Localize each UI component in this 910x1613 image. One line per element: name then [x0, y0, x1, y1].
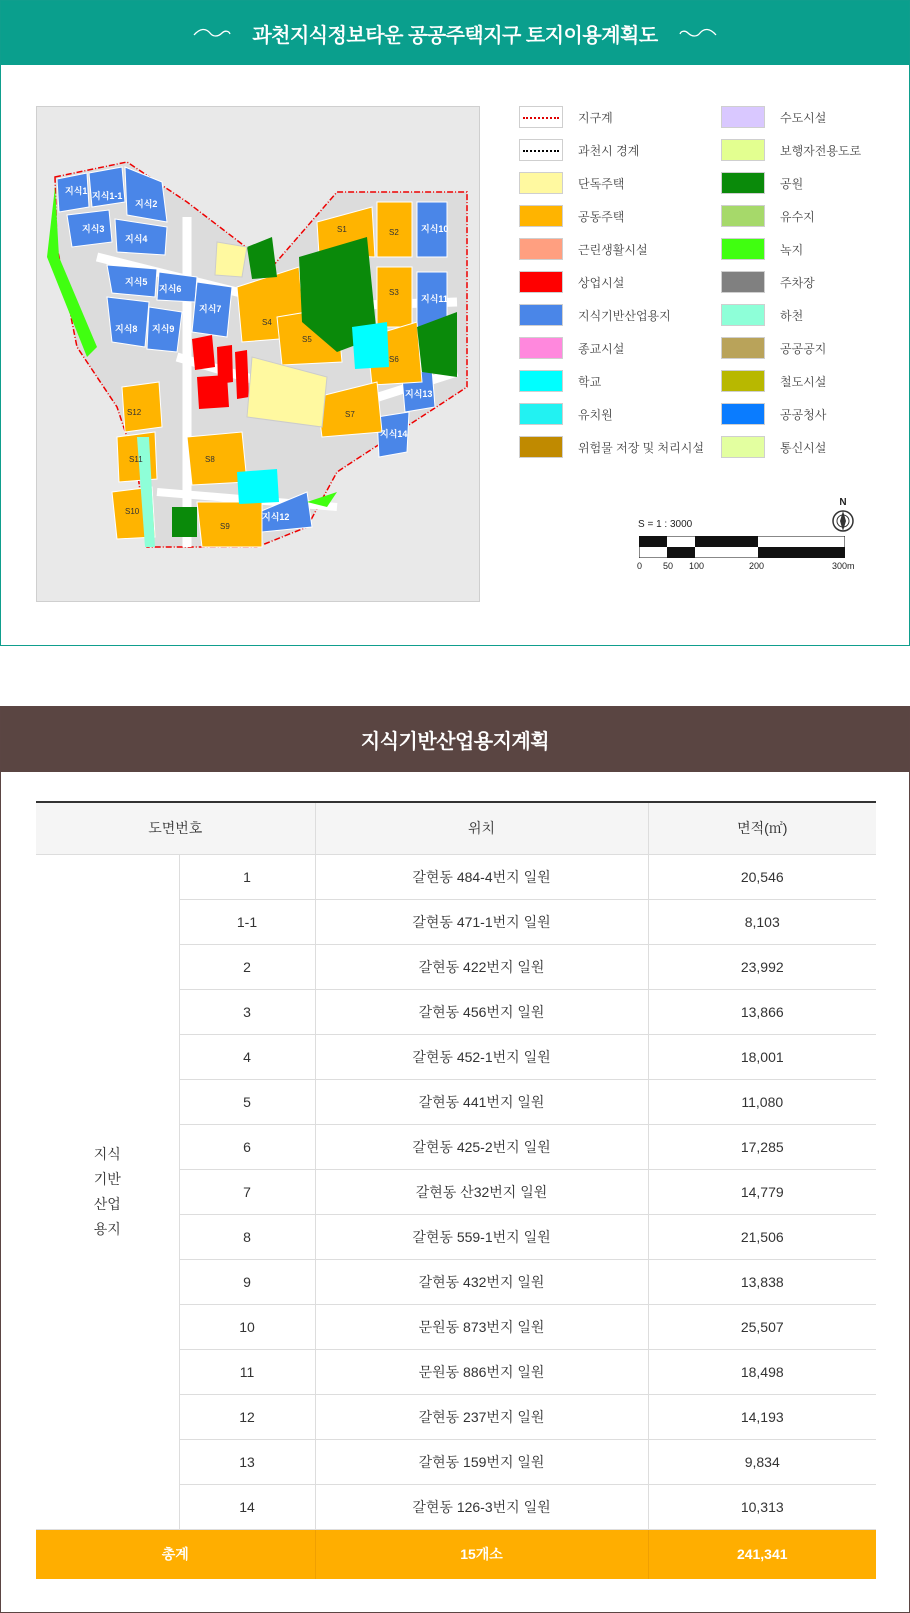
legend-item: [519, 205, 624, 227]
legend-item: [519, 106, 613, 128]
cell-location: 갈현동 441번지 일원: [315, 1079, 648, 1124]
header-plan-number: 도면번호: [36, 802, 315, 854]
cell-location: 갈현동 126-3번지 일원: [315, 1484, 648, 1529]
group-label-line: 기반: [93, 1170, 121, 1187]
map-label-s6: S6: [389, 355, 399, 364]
cell-area: 13,866: [648, 989, 876, 1034]
legend-label: 학교: [578, 374, 602, 389]
group-label-line: 산업: [93, 1195, 121, 1212]
map-label-s9: S9: [220, 522, 230, 531]
legend-label: 위험물 저장 및 처리시설: [578, 440, 704, 455]
map-section-title: 과천지식정보타운 공공주택지구 토지이용계획도: [252, 24, 658, 47]
total-count: 15개소: [315, 1529, 648, 1579]
map-section-header: [1, 1, 909, 65]
cell-location: 갈현동 산32번지 일원: [315, 1169, 648, 1214]
left-swirl-ornament: [192, 26, 232, 40]
legend-swatch: [519, 304, 563, 326]
legend-item: [519, 337, 624, 359]
table-row: [36, 854, 876, 899]
cell-area: 20,546: [648, 854, 876, 899]
industrial-land-table: [36, 801, 876, 1579]
scale-tick: 100: [689, 561, 705, 571]
legend-item: [721, 139, 861, 161]
table-section-header: [1, 707, 909, 772]
legend-item: [721, 238, 803, 260]
legend-label: 공공공지: [780, 341, 827, 356]
map-label-3: 지식3: [82, 224, 105, 234]
map-label-11: 지식11: [421, 294, 448, 304]
legend-item: [721, 337, 826, 359]
group-label-text: [36, 1142, 179, 1242]
header-location: 위치: [315, 802, 648, 854]
scale-tick: 0: [637, 561, 643, 571]
map-label-1-1: 지식1-1: [92, 191, 123, 201]
cell-number: 2: [179, 944, 315, 989]
legend-swatch: [519, 238, 563, 260]
cell-number: 12: [179, 1394, 315, 1439]
legend-swatch: [721, 172, 765, 194]
scale-ratio: S = 1 : 3000: [638, 519, 693, 530]
legend-swatch: [721, 337, 765, 359]
total-area: 241,341: [648, 1529, 876, 1579]
legend-label: 수도시설: [780, 110, 827, 125]
legend-swatch: [519, 172, 563, 194]
legend-item: [721, 436, 826, 458]
legend-label: 보행자전용도로: [780, 143, 862, 158]
legend-swatch: [721, 205, 765, 227]
map-label-13: 지식13: [405, 389, 433, 399]
map-label-s4: S4: [262, 318, 272, 327]
legend-label: 지구계: [578, 110, 613, 125]
map-label-s3: S3: [389, 288, 399, 297]
legend-label: 하천: [780, 308, 804, 323]
map-label-s8: S8: [205, 455, 215, 464]
cell-number: 6: [179, 1124, 315, 1169]
total-label: 총계: [36, 1529, 315, 1579]
legend-swatch: [721, 436, 765, 458]
legend-swatch: [721, 139, 765, 161]
cell-area: 9,834: [648, 1439, 876, 1484]
legend-item: [721, 271, 815, 293]
map-label-12: 지식12: [262, 512, 290, 522]
map-label-9: 지식9: [152, 324, 175, 334]
table-header-row: [36, 802, 876, 854]
legend-swatch: [721, 238, 765, 260]
map-label-s7: S7: [345, 410, 355, 419]
legend-swatch: [721, 370, 765, 392]
cell-number: 1: [179, 854, 315, 899]
cell-area: 14,193: [648, 1394, 876, 1439]
legend-label: 종교시설: [578, 341, 625, 356]
map-label-4: 지식4: [125, 234, 148, 244]
cell-location: 문원동 873번지 일원: [315, 1304, 648, 1349]
legend-item: [519, 238, 648, 260]
legend-label: 녹지: [780, 242, 804, 257]
cell-location: 갈현동 237번지 일원: [315, 1394, 648, 1439]
table-section-title: 지식기반산업용지계획: [360, 731, 550, 753]
industrial-land-plan-section: [0, 706, 910, 1613]
legend-label: 단독주택: [578, 176, 625, 191]
legend-item: [721, 304, 803, 326]
legend-item: [519, 370, 601, 392]
cell-location: 갈현동 456번지 일원: [315, 989, 648, 1034]
map-label-5: 지식5: [125, 277, 148, 287]
legend-label: 유치원: [578, 407, 613, 422]
legend-swatch: [519, 271, 563, 293]
cell-number: 13: [179, 1439, 315, 1484]
cell-area: 18,498: [648, 1349, 876, 1394]
scale-bar: [639, 536, 845, 558]
legend-swatch: [519, 436, 563, 458]
north-arrow-icon: [829, 496, 857, 534]
cell-area: 11,080: [648, 1079, 876, 1124]
legend-item: [721, 172, 803, 194]
map-label-s12: S12: [127, 408, 142, 417]
cell-area: 10,313: [648, 1484, 876, 1529]
cell-area: 18,001: [648, 1034, 876, 1079]
map-label-8: 지식8: [115, 324, 138, 334]
map-label-6: 지식6: [159, 284, 182, 294]
map-label-s5: S5: [302, 335, 312, 344]
scale-tick: 300m: [832, 561, 855, 571]
cell-location: 문원동 886번지 일원: [315, 1349, 648, 1394]
cell-location: 갈현동 452-1번지 일원: [315, 1034, 648, 1079]
legend-item: [519, 139, 639, 161]
cell-number: 4: [179, 1034, 315, 1079]
legend-label: 통신시설: [780, 440, 827, 455]
legend-swatch: [721, 271, 765, 293]
legend-label: 상업시설: [578, 275, 625, 290]
map-label-14: 지식14: [380, 429, 408, 439]
legend-label: 공공청사: [780, 407, 827, 422]
cell-number: 14: [179, 1484, 315, 1529]
cell-number: 3: [179, 989, 315, 1034]
map-label-1: 지식1: [65, 186, 88, 196]
cell-location: 갈현동 422번지 일원: [315, 944, 648, 989]
legend-item: [721, 403, 826, 425]
cell-area: 17,285: [648, 1124, 876, 1169]
cell-area: 13,838: [648, 1259, 876, 1304]
legend-item: [519, 403, 613, 425]
legend-label: 근린생활시설: [578, 242, 648, 257]
legend-item: [519, 271, 624, 293]
cell-number: 5: [179, 1079, 315, 1124]
group-label: [36, 854, 179, 1529]
scale-tick: 200: [749, 561, 765, 571]
land-use-plan-map: [36, 106, 480, 602]
legend-swatch: [519, 337, 563, 359]
group-label-line: 지식: [93, 1145, 121, 1162]
legend-label: 과천시 경계: [578, 143, 640, 158]
cell-location: 갈현동 425-2번지 일원: [315, 1124, 648, 1169]
map-drawing: [37, 107, 480, 602]
legend-item: [519, 304, 671, 326]
cell-number: 7: [179, 1169, 315, 1214]
legend-swatch: [721, 304, 765, 326]
cell-area: 8,103: [648, 899, 876, 944]
group-label-line: 용지: [93, 1220, 121, 1237]
legend-label: 공원: [780, 176, 804, 191]
header-area: 면적(㎡): [648, 802, 876, 854]
north-label: N: [839, 497, 847, 508]
legend-item: [721, 106, 826, 128]
legend-label: 철도시설: [780, 374, 827, 389]
legend-swatch: [721, 106, 765, 128]
legend-swatch: [519, 205, 563, 227]
right-swirl-ornament: [678, 26, 718, 40]
cell-location: 갈현동 432번지 일원: [315, 1259, 648, 1304]
map-label-2: 지식2: [135, 199, 158, 209]
legend-swatch: [519, 139, 563, 161]
map-label-s1: S1: [337, 225, 347, 234]
cell-area: 25,507: [648, 1304, 876, 1349]
map-label-10: 지식10: [421, 224, 449, 234]
cell-number: 8: [179, 1214, 315, 1259]
legend-item: [519, 172, 624, 194]
cell-location: 갈현동 471-1번지 일원: [315, 899, 648, 944]
map-label-s10: S10: [125, 507, 140, 516]
cell-location: 갈현동 159번지 일원: [315, 1439, 648, 1484]
cell-area: 23,992: [648, 944, 876, 989]
cell-location: 갈현동 484-4번지 일원: [315, 854, 648, 899]
land-use-map-section: [0, 0, 910, 646]
cell-number: 1-1: [179, 899, 315, 944]
legend-label: 유수지: [780, 209, 815, 224]
map-label-7: 지식7: [199, 304, 222, 314]
legend-label: 지식기반산업용지: [578, 308, 671, 323]
legend-item: [721, 205, 815, 227]
legend-swatch: [519, 403, 563, 425]
map-label-s11: S11: [129, 455, 143, 464]
legend-swatch: [519, 370, 563, 392]
legend-swatch: [519, 106, 563, 128]
cell-location: 갈현동 559-1번지 일원: [315, 1214, 648, 1259]
legend-swatch: [721, 403, 765, 425]
cell-area: 21,506: [648, 1214, 876, 1259]
cell-number: 10: [179, 1304, 315, 1349]
legend-label: 공동주택: [578, 209, 625, 224]
scale-tick: 50: [663, 561, 674, 571]
legend-label: 주차장: [780, 275, 815, 290]
legend-item: [721, 370, 826, 392]
legend-item: [519, 436, 704, 458]
cell-area: 14,779: [648, 1169, 876, 1214]
total-row: [36, 1529, 876, 1579]
cell-number: 9: [179, 1259, 315, 1304]
map-label-s2: S2: [389, 228, 399, 237]
cell-number: 11: [179, 1349, 315, 1394]
